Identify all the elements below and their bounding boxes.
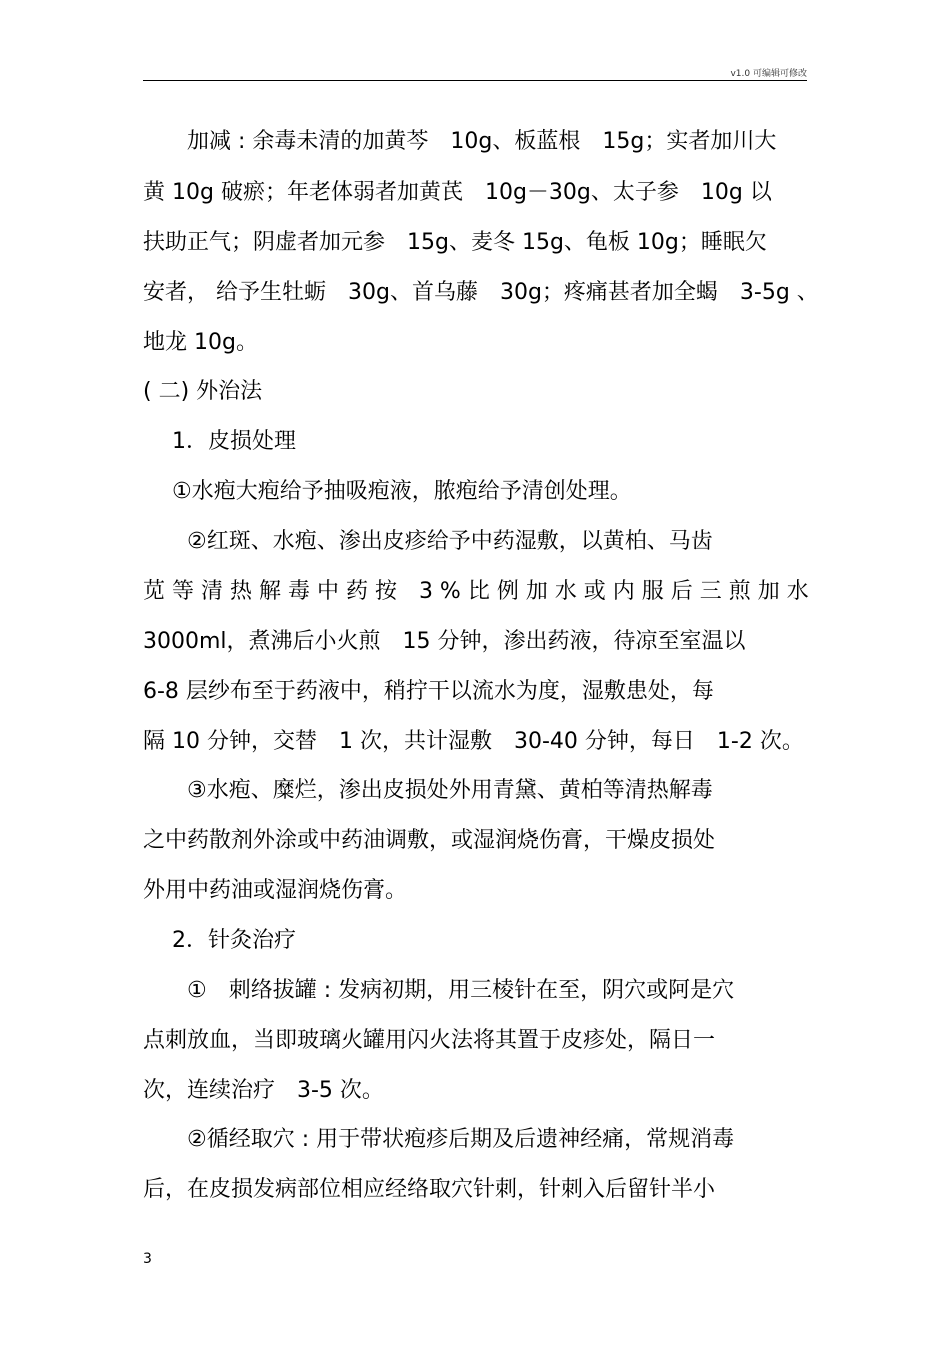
section-heading: ( 二) 外治法 <box>143 379 263 404</box>
header-rule <box>143 80 807 81</box>
body-line: 黄 10g 破瘀；年老体弱者加黄芪 10g－30g、太子参 10g 以 <box>143 180 772 205</box>
subsection-heading: 2．针灸治疗 <box>143 928 296 953</box>
body-line: ① 刺络拔罐 : 发病初期，用三棱针在至，阴穴或阿是穴 <box>143 978 735 1003</box>
body-line: 之中药散剂外涂或中药油调敷，或湿润烧伤膏，干燥皮损处 <box>143 828 716 853</box>
body-line: 地龙 10g。 <box>143 330 258 355</box>
body-line: 加减 : 余毒未清的加黄芩 10g、板蓝根 15g；实者加川大 <box>143 129 777 154</box>
header-version: v1.0 可编辑可修改 <box>730 69 807 79</box>
page-number: 3 <box>143 1251 152 1267</box>
body-line: 6-8 层纱布至于药液中，稍拧干以流水为度，湿敷患处，每 <box>143 679 714 704</box>
body-line: ②红斑、水疱、渗出皮疹给予中药湿敷，以黄柏、马齿 <box>143 529 713 554</box>
body-line: 点刺放血，当即玻璃火罐用闪火法将其置于皮疹处，隔日一 <box>143 1028 716 1053</box>
body-line: 外用中药油或湿润烧伤膏。 <box>143 878 408 903</box>
body-line: ①水疱大疱给予抽吸疱液，脓疱给予清创处理。 <box>143 479 632 504</box>
body-line: 安者， 给予生牡蛎 30g、首乌藤 30g；疼痛甚者加全蝎 3-5g 、 <box>143 280 819 305</box>
body-line: 扶助正气；阴虚者加元参 15g、麦冬 15g、龟板 10g；睡眠欠 <box>143 230 767 255</box>
body-line: 3000ml，煮沸后小火煎 15 分钟，渗出药液，待凉至室温以 <box>143 629 746 654</box>
body-line: 苋 等 清 热 解 毒 中 药 按 3 % 比 例 加 水 或 内 服 后 三 煎 加 水 <box>143 579 809 604</box>
body-line: 隔 10 分钟，交替 1 次，共计湿敷 30-40 分钟，每日 1-2 次。 <box>143 729 804 754</box>
subsection-heading: 1．皮损处理 <box>143 429 296 454</box>
body-line: ③水疱、糜烂，渗出皮损处外用青黛、黄柏等清热解毒 <box>143 778 713 803</box>
body-line: 次，连续治疗 3-5 次。 <box>143 1078 384 1103</box>
body-line: ②循经取穴 : 用于带状疱疹后期及后遗神经痛，常规消毒 <box>143 1127 735 1152</box>
body-line: 后，在皮损发病部位相应经络取穴针刺，针刺入后留针半小 <box>143 1177 716 1202</box>
